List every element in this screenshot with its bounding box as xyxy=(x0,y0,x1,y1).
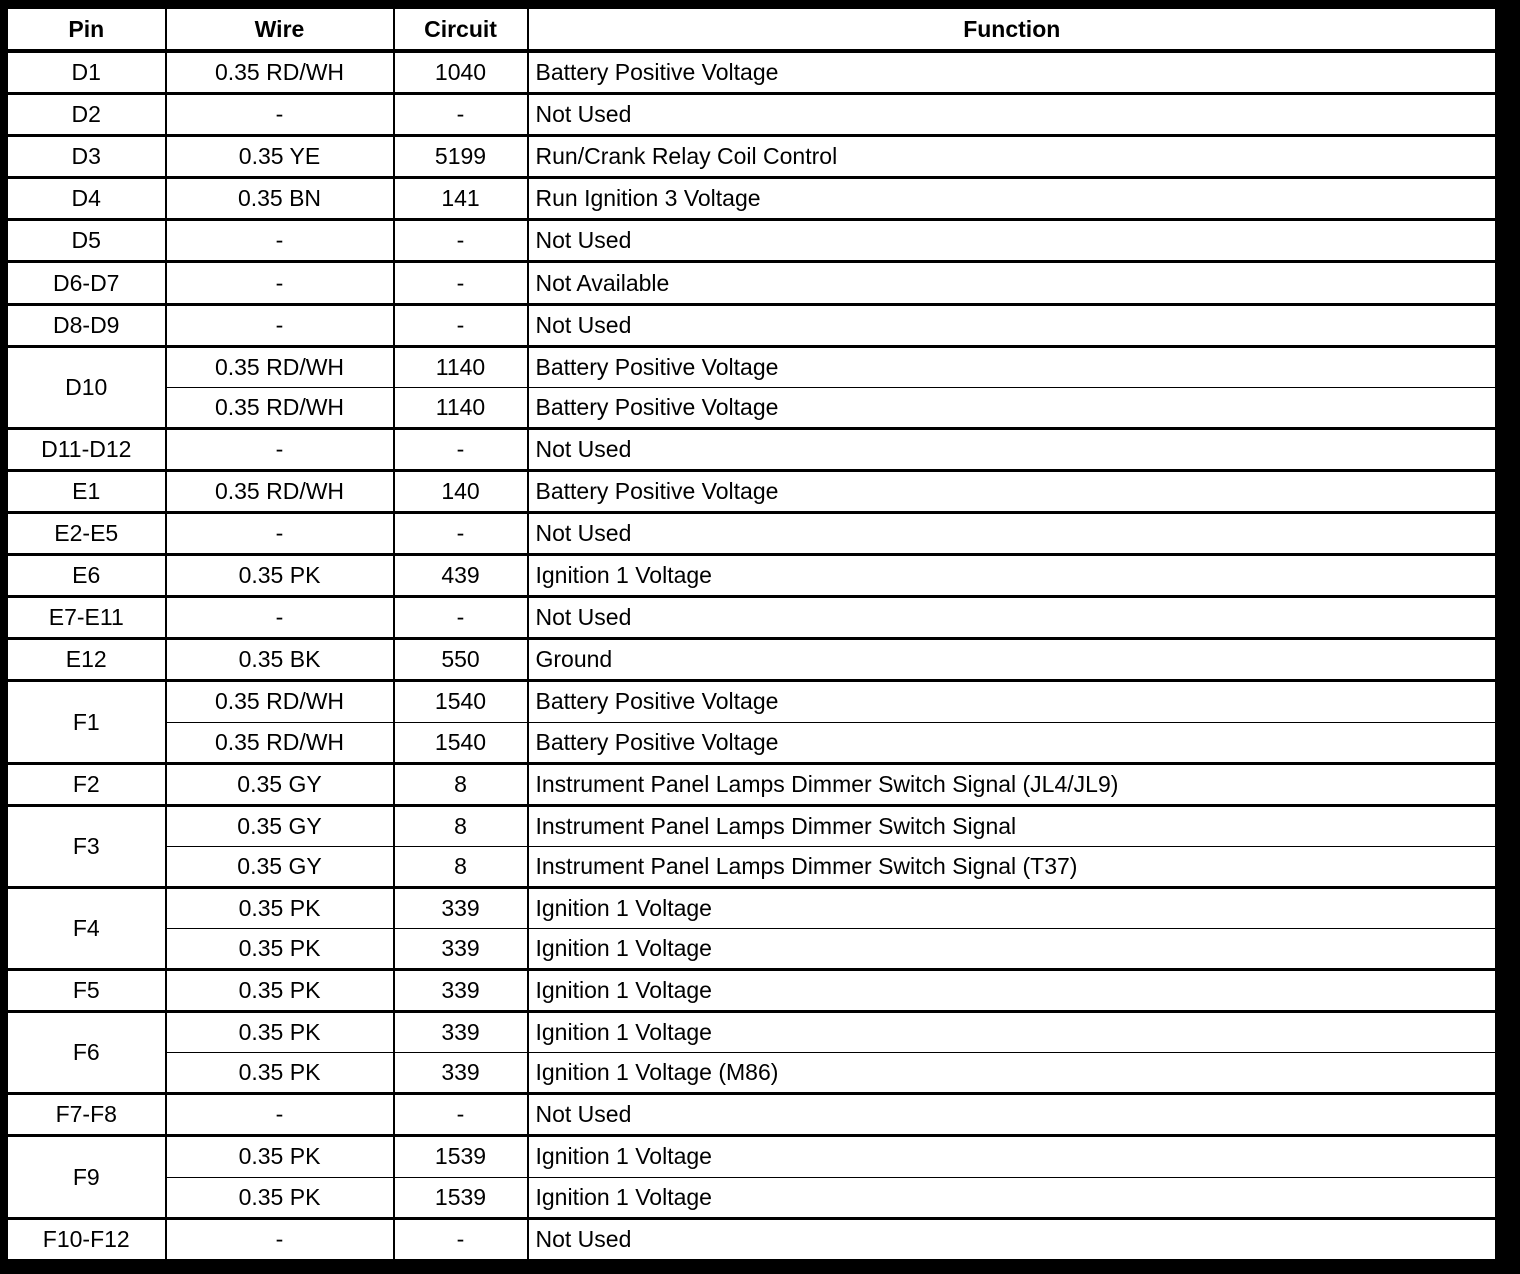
table-row xyxy=(6,722,1498,763)
header-function: Function xyxy=(528,7,1498,52)
table-row xyxy=(6,887,1498,928)
function-cell: Ignition 1 Voltage xyxy=(528,887,1498,928)
function-cell: Ground xyxy=(528,639,1498,681)
wire-cell: 0.35 PK xyxy=(166,1053,394,1094)
function-cell: Not Used xyxy=(528,304,1498,346)
table-row xyxy=(6,928,1498,969)
table-row xyxy=(6,304,1498,346)
function-cell: Battery Positive Voltage xyxy=(528,346,1498,387)
header-circuit: Circuit xyxy=(394,7,528,52)
function-cell: Battery Positive Voltage xyxy=(528,681,1498,722)
circuit-cell: - xyxy=(394,428,528,470)
table-row xyxy=(6,1012,1498,1053)
table-row xyxy=(6,1177,1498,1218)
circuit-cell: 8 xyxy=(394,763,528,805)
pin-cell: F5 xyxy=(6,970,166,1012)
function-cell: Not Used xyxy=(528,597,1498,639)
function-cell: Ignition 1 Voltage xyxy=(528,970,1498,1012)
function-cell: Ignition 1 Voltage (M86) xyxy=(528,1053,1498,1094)
table-row xyxy=(6,136,1498,178)
wire-cell: 0.35 RD/WH xyxy=(166,681,394,722)
circuit-cell: 8 xyxy=(394,846,528,887)
circuit-cell: 339 xyxy=(394,1053,528,1094)
circuit-cell: 1540 xyxy=(394,681,528,722)
function-cell: Not Used xyxy=(528,220,1498,262)
pin-cell: F1 xyxy=(6,681,166,763)
circuit-cell: 8 xyxy=(394,805,528,846)
function-cell: Ignition 1 Voltage xyxy=(528,1177,1498,1218)
table-row xyxy=(6,1218,1498,1261)
circuit-cell: - xyxy=(394,262,528,304)
circuit-cell: 339 xyxy=(394,1012,528,1053)
function-cell: Instrument Panel Lamps Dimmer Switch Signal xyxy=(528,805,1498,846)
wire-cell: - xyxy=(166,220,394,262)
wire-cell: - xyxy=(166,304,394,346)
table-row xyxy=(6,555,1498,597)
pin-cell: E1 xyxy=(6,470,166,512)
circuit-cell: 1540 xyxy=(394,722,528,763)
table-row xyxy=(6,387,1498,428)
circuit-cell: 1140 xyxy=(394,387,528,428)
circuit-cell: 1539 xyxy=(394,1177,528,1218)
wire-cell: 0.35 PK xyxy=(166,1177,394,1218)
circuit-cell: - xyxy=(394,1218,528,1261)
table-row xyxy=(6,428,1498,470)
pin-cell: D2 xyxy=(6,94,166,136)
table-row xyxy=(6,470,1498,512)
function-cell: Ignition 1 Voltage xyxy=(528,1012,1498,1053)
function-cell: Battery Positive Voltage xyxy=(528,470,1498,512)
wire-cell: - xyxy=(166,428,394,470)
wire-cell: - xyxy=(166,513,394,555)
pin-cell: F7-F8 xyxy=(6,1094,166,1136)
function-cell: Not Used xyxy=(528,94,1498,136)
wire-cell: 0.35 RD/WH xyxy=(166,387,394,428)
table-row xyxy=(6,346,1498,387)
table-row xyxy=(6,262,1498,304)
function-cell: Battery Positive Voltage xyxy=(528,387,1498,428)
header-pin: Pin xyxy=(6,7,166,52)
function-cell: Instrument Panel Lamps Dimmer Switch Signal (T37) xyxy=(528,846,1498,887)
circuit-cell: 140 xyxy=(394,470,528,512)
table-row xyxy=(6,1136,1498,1177)
pin-cell: F3 xyxy=(6,805,166,887)
wire-cell: 0.35 YE xyxy=(166,136,394,178)
wire-cell: 0.35 RD/WH xyxy=(166,470,394,512)
wire-cell: 0.35 PK xyxy=(166,928,394,969)
pin-cell: E2-E5 xyxy=(6,513,166,555)
circuit-cell: 141 xyxy=(394,178,528,220)
pin-cell: E7-E11 xyxy=(6,597,166,639)
wire-cell: 0.35 PK xyxy=(166,887,394,928)
table-row xyxy=(6,597,1498,639)
circuit-cell: 1539 xyxy=(394,1136,528,1177)
function-cell: Battery Positive Voltage xyxy=(528,722,1498,763)
table-row xyxy=(6,763,1498,805)
function-cell: Battery Positive Voltage xyxy=(528,51,1498,94)
circuit-cell: - xyxy=(394,304,528,346)
circuit-cell: 339 xyxy=(394,928,528,969)
table-row xyxy=(6,51,1498,94)
pin-cell: D11-D12 xyxy=(6,428,166,470)
wire-cell: 0.35 GY xyxy=(166,763,394,805)
table-row xyxy=(6,1053,1498,1094)
table-row xyxy=(6,805,1498,846)
circuit-cell: - xyxy=(394,597,528,639)
function-cell: Run/Crank Relay Coil Control xyxy=(528,136,1498,178)
function-cell: Run Ignition 3 Voltage xyxy=(528,178,1498,220)
wire-cell: 0.35 PK xyxy=(166,1012,394,1053)
function-cell: Not Used xyxy=(528,1094,1498,1136)
wire-cell: 0.35 PK xyxy=(166,1136,394,1177)
function-cell: Instrument Panel Lamps Dimmer Switch Signal (JL4/JL9) xyxy=(528,763,1498,805)
pin-cell: F2 xyxy=(6,763,166,805)
wire-cell: 0.35 BN xyxy=(166,178,394,220)
pin-cell: D6-D7 xyxy=(6,262,166,304)
wire-cell: 0.35 RD/WH xyxy=(166,51,394,94)
circuit-cell: - xyxy=(394,1094,528,1136)
table-row xyxy=(6,513,1498,555)
function-cell: Not Used xyxy=(528,1218,1498,1261)
pin-cell: D8-D9 xyxy=(6,304,166,346)
function-cell: Not Used xyxy=(528,513,1498,555)
function-cell: Ignition 1 Voltage xyxy=(528,928,1498,969)
circuit-cell: - xyxy=(394,220,528,262)
wire-cell: 0.35 GY xyxy=(166,846,394,887)
pinout-table-body xyxy=(6,51,1498,1262)
pin-cell: F4 xyxy=(6,887,166,969)
wire-cell: 0.35 GY xyxy=(166,805,394,846)
pin-cell: F6 xyxy=(6,1012,166,1094)
pin-cell: F9 xyxy=(6,1136,166,1218)
pin-cell: D3 xyxy=(6,136,166,178)
wire-cell: 0.35 PK xyxy=(166,970,394,1012)
function-cell: Ignition 1 Voltage xyxy=(528,1136,1498,1177)
wire-cell: 0.35 PK xyxy=(166,555,394,597)
header-wire: Wire xyxy=(166,7,394,52)
pin-cell: F10-F12 xyxy=(6,1218,166,1261)
circuit-cell: 1140 xyxy=(394,346,528,387)
wire-cell: 0.35 RD/WH xyxy=(166,346,394,387)
header-row xyxy=(6,7,1498,52)
circuit-cell: 1040 xyxy=(394,51,528,94)
wire-cell: - xyxy=(166,597,394,639)
table-row xyxy=(6,178,1498,220)
pin-cell: E12 xyxy=(6,639,166,681)
pin-cell: E6 xyxy=(6,555,166,597)
function-cell: Ignition 1 Voltage xyxy=(528,555,1498,597)
table-row xyxy=(6,220,1498,262)
function-cell: Not Available xyxy=(528,262,1498,304)
wire-cell: 0.35 RD/WH xyxy=(166,722,394,763)
table-row xyxy=(6,1094,1498,1136)
table-row xyxy=(6,846,1498,887)
table-row xyxy=(6,681,1498,722)
pin-cell: D5 xyxy=(6,220,166,262)
table-row xyxy=(6,970,1498,1012)
wire-cell: - xyxy=(166,94,394,136)
pinout-table xyxy=(3,4,1500,1264)
circuit-cell: 550 xyxy=(394,639,528,681)
circuit-cell: - xyxy=(394,94,528,136)
pin-cell: D4 xyxy=(6,178,166,220)
circuit-cell: - xyxy=(394,513,528,555)
wire-cell: - xyxy=(166,1094,394,1136)
table-row xyxy=(6,639,1498,681)
wire-cell: 0.35 BK xyxy=(166,639,394,681)
table-row xyxy=(6,94,1498,136)
circuit-cell: 439 xyxy=(394,555,528,597)
pin-cell: D1 xyxy=(6,51,166,94)
circuit-cell: 339 xyxy=(394,887,528,928)
circuit-cell: 339 xyxy=(394,970,528,1012)
document-sheet xyxy=(3,4,1500,1264)
wire-cell: - xyxy=(166,262,394,304)
wire-cell: - xyxy=(166,1218,394,1261)
circuit-cell: 5199 xyxy=(394,136,528,178)
function-cell: Not Used xyxy=(528,428,1498,470)
pin-cell: D10 xyxy=(6,346,166,428)
